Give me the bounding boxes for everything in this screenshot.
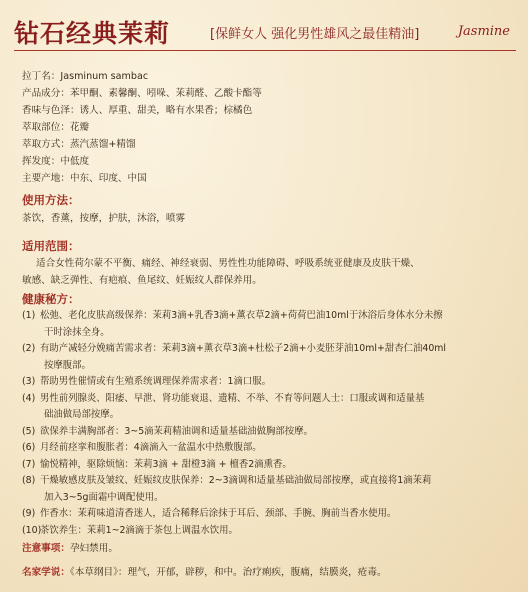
recipe-line: 愉悦精神，驱除烦恼：茉莉3滴 + 甜橙3滴 + 檀香2滴熏香。 (40, 458, 292, 470)
recipe-line: 男性前列腺炎、阳痿、早泄、肾功能衰退、遗精、不举、不育等问题人士：口服或调和适量基 (40, 392, 425, 404)
property-aroma-color: 香味与色泽：诱人、厚重、甜美，略有水果香；棕橘色 (22, 105, 253, 116)
list-item (22, 308, 514, 341)
expert-row (22, 564, 512, 581)
recipe-line: 帮助男性催情或有生殖系统调理保养需求者：1滴口服。 (40, 376, 271, 387)
recipe-number: (4) (22, 392, 36, 404)
scope-line: 敏感、缺乏弹性、有疤痕、鱼尾纹、妊娠纹人群保养用。 (22, 275, 262, 286)
recipe-number: (8) (22, 475, 36, 486)
page-subtitle: [保鲜女人 强化男性雄风之最佳精油] (210, 27, 420, 42)
header (14, 14, 518, 50)
recipe-number: (7) (22, 458, 36, 470)
list-item (22, 374, 514, 391)
recipes-heading: 健康秘方： (22, 292, 80, 306)
list-item (22, 440, 514, 457)
recipe-line: 按摩腹部。 (44, 359, 91, 371)
list-item (22, 473, 514, 506)
caution-text: 孕妇禁用。 (69, 543, 118, 554)
recipe-line: 松弛、老化皮肤高级保养：茉莉3滴+乳香3滴+薰衣草2滴+荷荷巴油10ml于沐浴后身体水分未擦 (40, 310, 443, 321)
recipe-number: (6) (22, 442, 36, 453)
property-extraction-method: 萃取方式：蒸汽蒸馏+精馏 (22, 139, 136, 150)
usage-text: 茶饮，香薰，按摩，护肤，沐浴，喷雾 (22, 213, 186, 224)
recipe-line: 加入3~5g面霜中调配使用。 (44, 491, 164, 503)
latin-name: Jasmine (457, 24, 510, 39)
recipe-line: 础油做局部按摩。 (44, 409, 120, 420)
caution-row (22, 540, 512, 557)
recipe-number: (10) (22, 524, 42, 536)
property-origin: 主要产地：中东、印度、中国 (22, 173, 147, 184)
page-title: 钻石经典茉莉 (14, 19, 171, 48)
recipe-line: 欲保养丰满胸部者：3~5滴茉莉精油调和适量基础油做胸部按摩。 (40, 425, 313, 437)
caution-heading: 注意事项： (22, 543, 70, 554)
list-item (22, 506, 514, 523)
list-item (22, 391, 514, 424)
recipe-number: (3) (22, 376, 36, 387)
recipe-line: 干燥敏感皮肤及皱纹、妊娠纹皮肤保养：2~3滴调和适量基础油做局部按摩，或直接将1滴茉莉 (40, 475, 432, 486)
recipe-line: 月经前痉挛和腹胀者：4滴滴入一盆温水中热敷腹部。 (40, 442, 262, 453)
recipe-number: (1) (22, 310, 36, 321)
recipe-list (22, 308, 514, 539)
scope-text (22, 255, 512, 289)
property-ingredients: 产品成分：苯甲酮、素馨酮、吲哚、茉莉醛、乙酸卡酯等 (22, 88, 262, 99)
recipe-number: (9) (22, 508, 36, 519)
header-divider (14, 50, 516, 51)
scope-line: 适合女性荷尔蒙不平衡、痛经、神经衰弱、男性性功能障碍、呼吸系统亚健康及皮肤干燥、 (36, 258, 420, 269)
property-list (22, 68, 262, 187)
scope-heading: 适用范围： (22, 239, 80, 253)
expert-heading: 名家学说： (22, 567, 70, 578)
recipe-line: 作香水：茉莉味道清香迷人，适合稀释后涂抹于耳后、颈部、手腕、胸前当香水使用。 (40, 508, 397, 519)
usage-heading: 使用方法： (22, 193, 80, 207)
recipe-number: (5) (22, 425, 36, 437)
list-item (22, 523, 514, 540)
property-latin-name: 拉丁名：Jasminum sambac (22, 71, 149, 82)
recipe-number: (2) (22, 343, 36, 354)
list-item (22, 424, 514, 441)
list-item (22, 341, 514, 374)
expert-text: 《本草纲目》：理气，开郁，辟秽，和中。治疗痢疾，腹痛，结膜炎，疮毒。 (69, 567, 387, 578)
property-extraction-part: 萃取部位：花瓣 (22, 122, 90, 133)
property-volatility: 挥发度：中低度 (22, 156, 90, 167)
recipe-line: 干时涂抹全身。 (44, 326, 110, 338)
recipe-line: 茶饮养生：茉莉1~2滴滴于茶包上调温水饮用。 (40, 524, 238, 536)
list-item (22, 457, 514, 474)
recipe-line: 有助产减轻分娩痛苦需求者：茉莉3滴+薰衣草3滴+杜松子2滴+小麦胚芽油10ml+甜杏仁油40ml (40, 343, 447, 354)
